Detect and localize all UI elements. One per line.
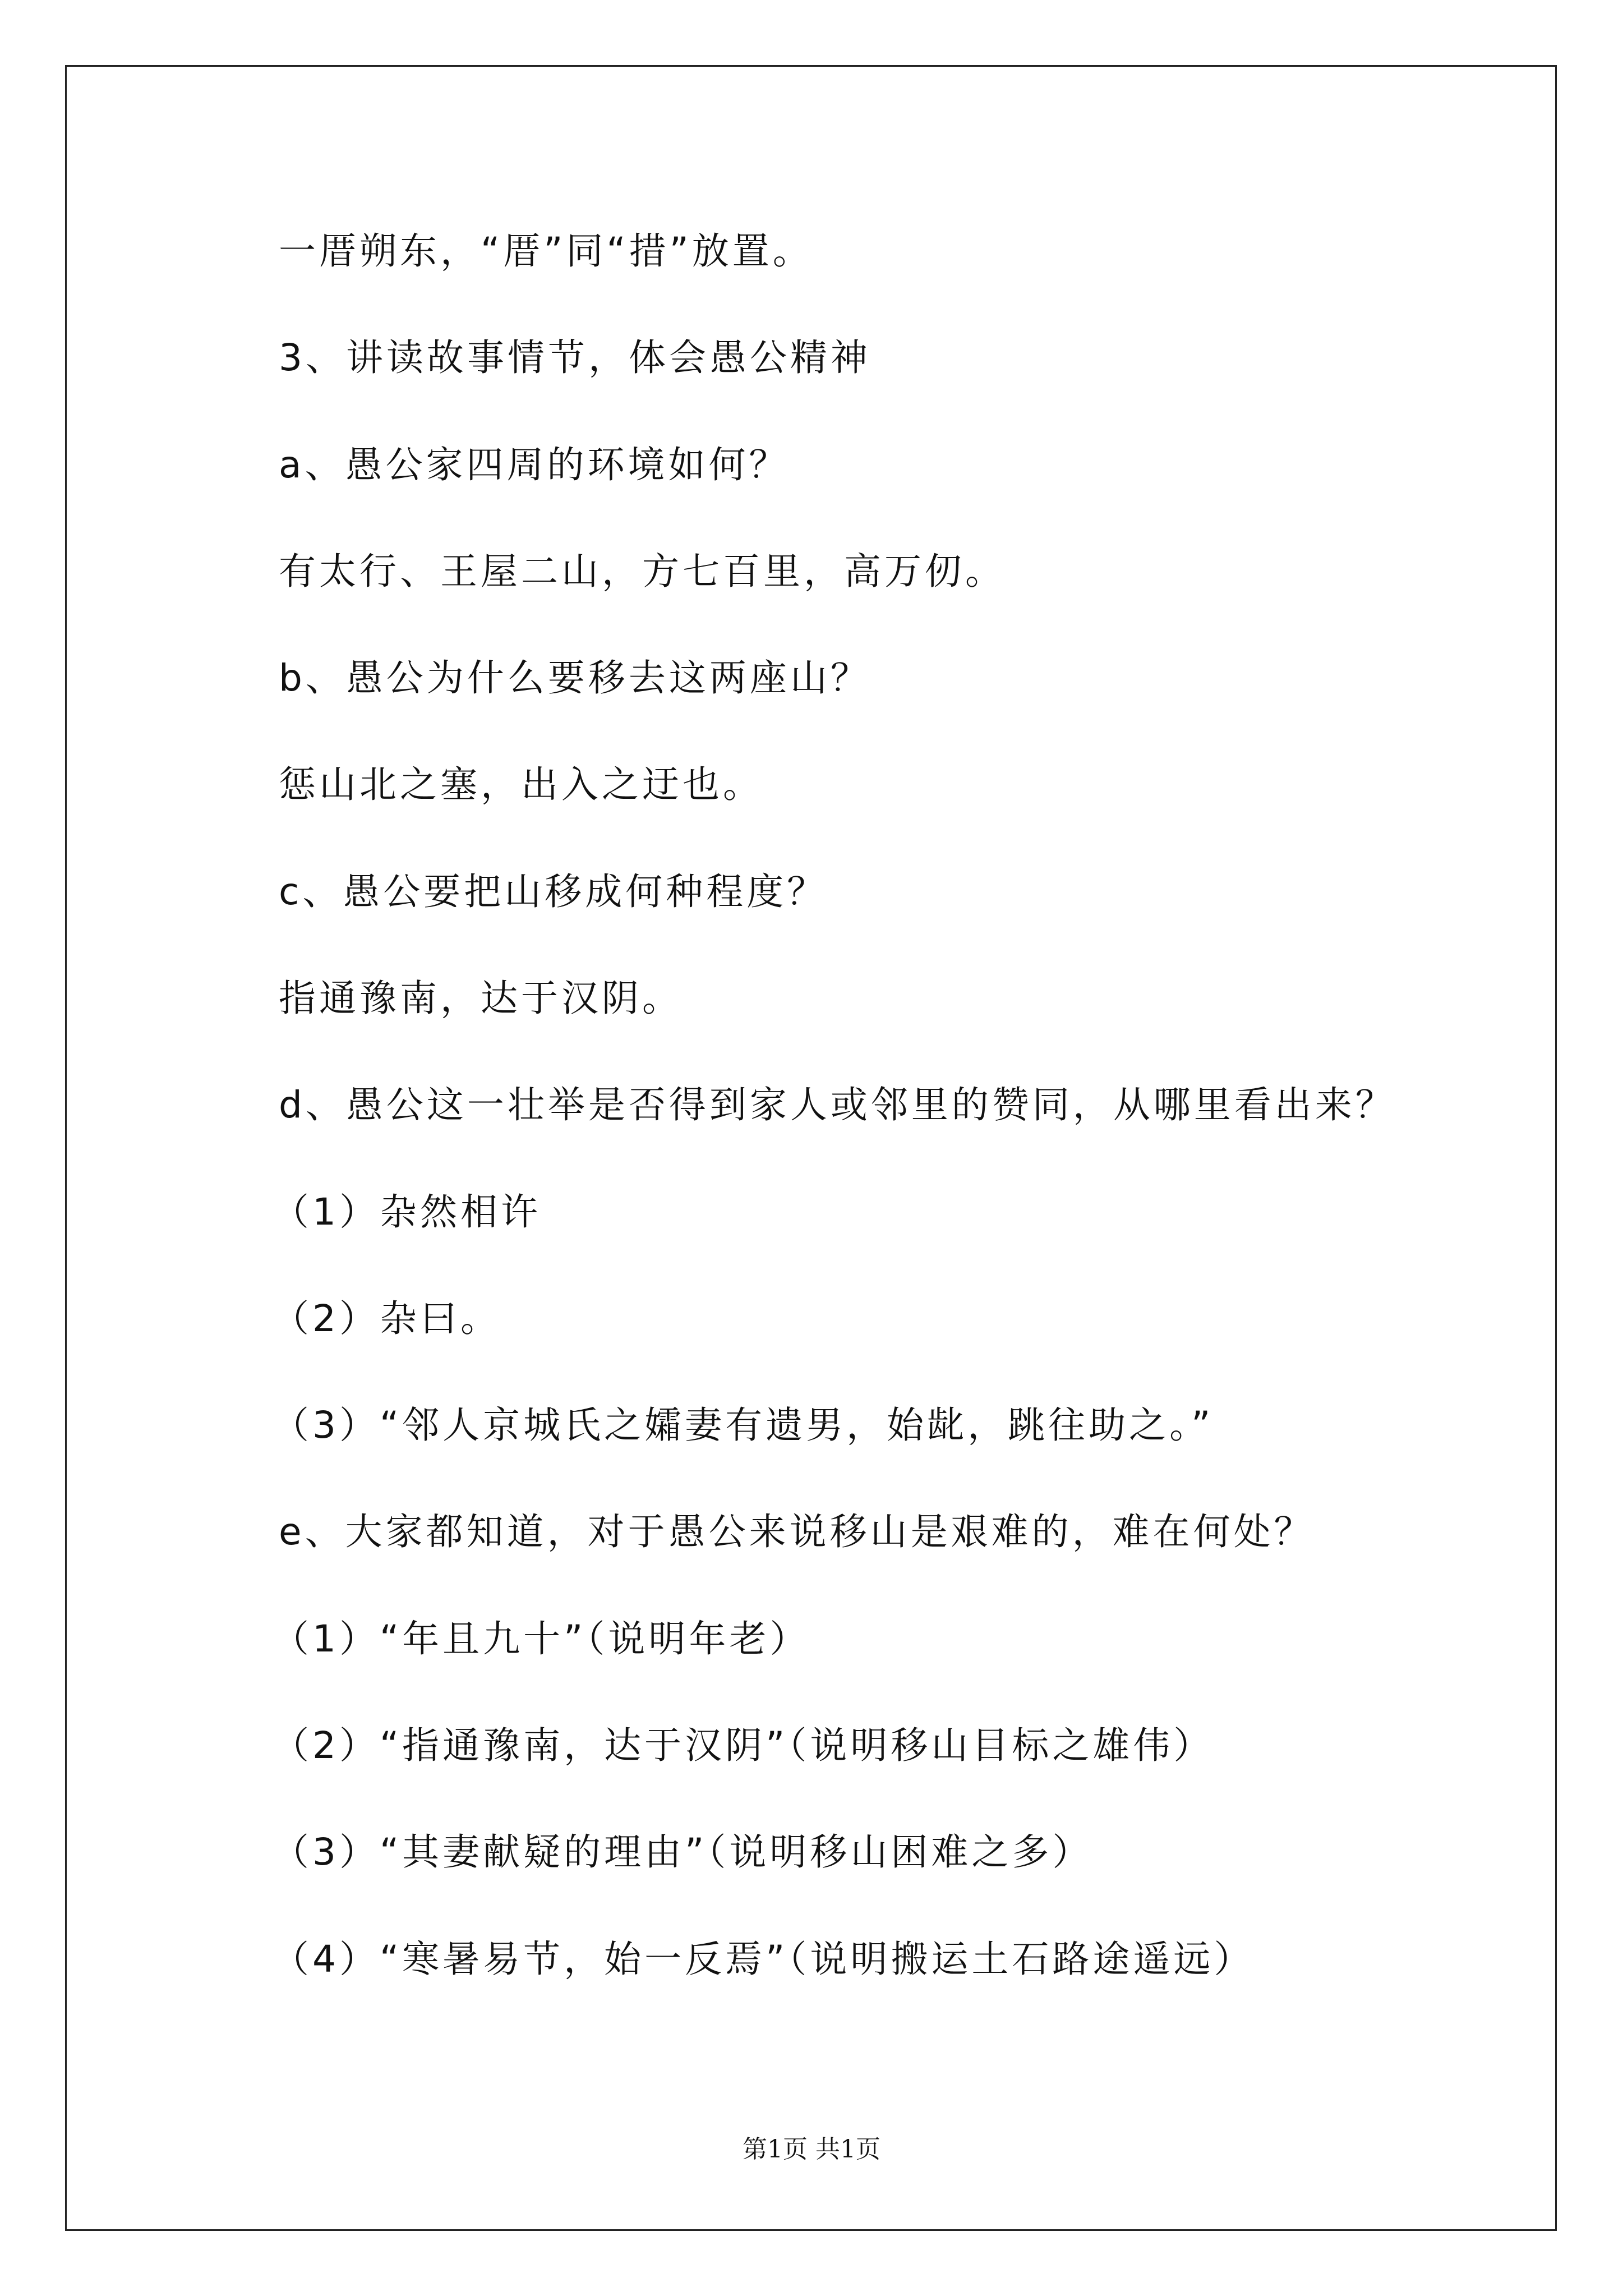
page-border (65, 65, 1557, 2231)
text-line: 有太行、王屋二山，方七百里，高万仞。 (279, 550, 1006, 593)
text-line: （3）“邻人京城氏之孀妻有遗男，始龀，跳往助之。” (272, 1404, 1214, 1447)
page-footer: 第1页 共1页 (743, 2135, 880, 2164)
text-line: e、大家都知道，对于愚公来说移山是艰难的，难在何处？ (279, 1510, 1315, 1553)
text-line: b、愚公为什么要移去这两座山？ (279, 656, 871, 700)
text-line: 3、讲读故事情节，体会愚公精神 (279, 336, 871, 379)
text-line: 指通豫南，达于汉阴。 (279, 977, 683, 1020)
text-line: （1）杂然相许 (272, 1190, 541, 1234)
text-line: （4）“寒暑易节，始一反焉”（说明搬运土石路途遥远） (272, 1938, 1255, 1981)
text-line: （1）“年且九十”（说明年老） (272, 1617, 810, 1660)
text-line: d、愚公这一壮举是否得到家人或邻里的赞同，从哪里看出来？ (279, 1083, 1396, 1126)
text-line: （2）杂曰。 (272, 1297, 501, 1340)
text-line: （2）“指通豫南，达于汉阴”（说明移山目标之雄伟） (272, 1724, 1214, 1767)
text-line: 一厝朔东，“厝”同“措”放置。 (279, 229, 813, 273)
text-line: c、愚公要把山移成何种程度？ (279, 870, 828, 913)
text-line: （3）“其妻献疑的理由”（说明移山困难之多） (272, 1830, 1093, 1874)
text-line: 惩山北之塞，出入之迂也。 (279, 763, 763, 806)
text-line: a、愚公家四周的环境如何？ (279, 443, 790, 486)
